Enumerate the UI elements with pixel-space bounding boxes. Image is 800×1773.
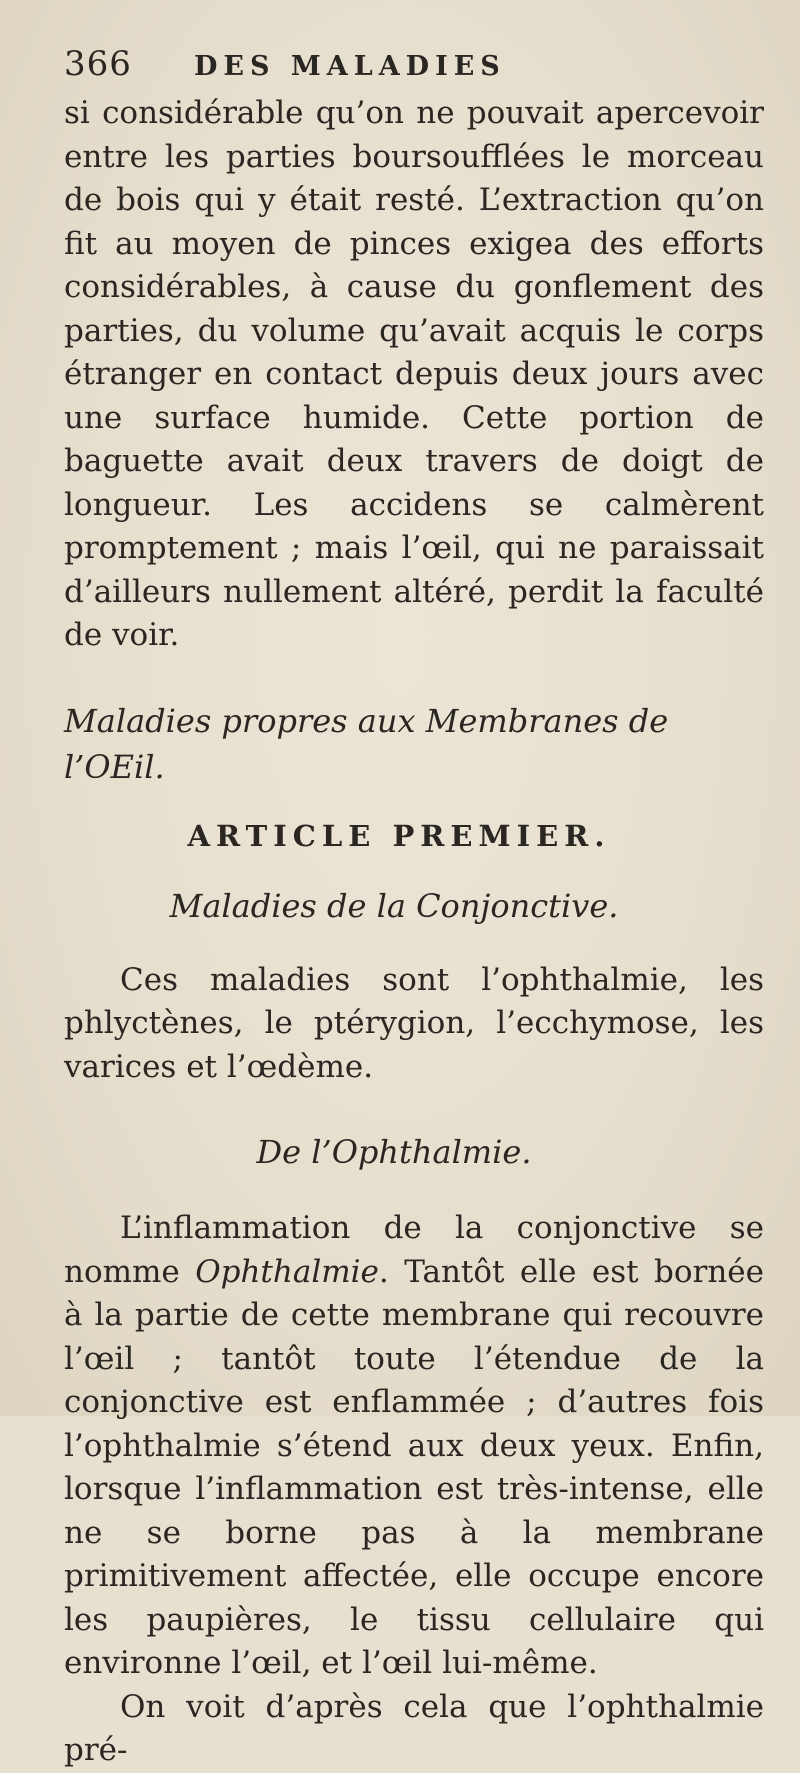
paragraph-3-rest: . Tantôt elle est bornée à la partie de cette membrane qui recouvre l’œil ; tantôt toute l’étendue de la conjonctive est enflammée ; d’autres fois l’ophthalmie s’étend aux deux yeux. Enfin, lorsque l’inflammation est très-intense, elle ne se borne pas à la membrane primitivement affectée, elle occupe encore les paupières, le tissu cellulaire qui environne l’œil, et l’œil lui-même. [64, 1253, 764, 1681]
paragraph-4: On voit d’après cela que l’ophthalmie pré- [64, 1688, 764, 1768]
running-head [64, 44, 764, 92]
paragraph-3 [64, 1207, 764, 1686]
subsection-title: Maladies de la Conjonctive. [169, 886, 619, 925]
section-title: Maladies propres aux Membranes de l’OEil. [64, 701, 669, 786]
paragraph-3-lead: L’inflammation de la conjonctive se nomme [64, 1210, 764, 1290]
paragraph-1: si considérable qu’on ne pouvait apercevoir entre les parties boursoufflées le morceau de bois qui y était resté. L’extraction qu’on fit au moyen de pinces exigea des efforts considérables, à cause du gonflement des parties, du volume qu’avait acquis le corps étranger en contact depuis deux jours avec une surface humide. Cette portion de baguette avait deux travers de doigt de longueur. Les accidens se calmèrent promptement ; mais l’œil, qui ne paraissait d’ailleurs nullement altéré, perdit la faculté de voir. [64, 95, 764, 653]
paragraph-3-term: Ophthalmie [195, 1253, 379, 1290]
article-title: ARTICLE PREMIER. [187, 818, 611, 853]
sub-subsection-title: De l’Ophthalmie. [256, 1133, 532, 1171]
paragraph-2: Ces maladies sont l’ophthalmie, les phlyctènes, le ptérygion, l’ecchymose, les varices et l’œdème. [64, 961, 764, 1085]
running-title: DES MALADIES [194, 51, 506, 82]
page-number: 366 [64, 44, 132, 84]
